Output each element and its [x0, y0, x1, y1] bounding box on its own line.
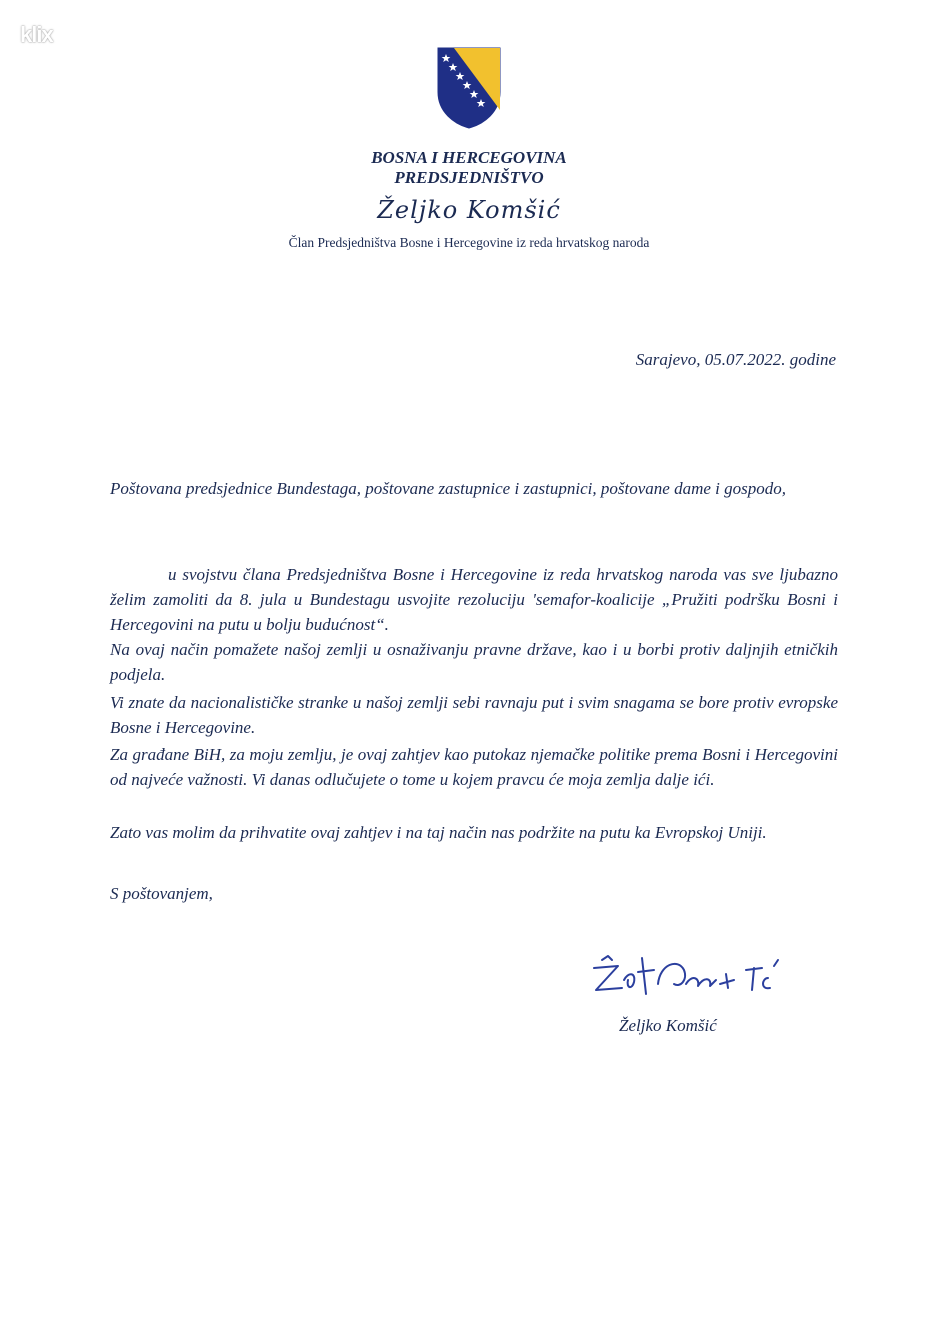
paragraph: u svojstvu člana Predsjedništva Bosne i Hercegovine iz reda hrvatskog naroda vas sve ljubazno želim zamoliti da 8. jula u Bundestagu usvojite rezoluciju 'semafor-koalicije „Pružiti podršku Bosni i Hercegovini na putu u bolju budućnost“. — [110, 565, 838, 634]
salutation: Poštovana predsjednice Bundestaga, poštovane zastupnice i zastupnici, poštovane dame i gospodo, — [110, 479, 786, 498]
member-title: Član Predsjedništva Bosne i Hercegovine iz reda hrvatskog naroda — [288, 235, 650, 250]
paragraph: Vi znate da nacionalističke stranke u našoj zemlji sebi ravnaju put i svim snagama se bore protiv evropske Bosne i Hercegovine. — [110, 693, 838, 737]
paragraph: Zato vas molim da prihvatite ovaj zahtjev i na taj način nas podržite na putu ka Evropskoj Uniji. — [110, 823, 767, 842]
klix-watermark: klix — [20, 22, 53, 47]
institution-name: PREDSJEDNIŠTVO — [394, 168, 544, 187]
dateline: Sarajevo, 05.07.2022. godine — [635, 350, 836, 369]
coat-of-arms-icon — [436, 46, 502, 130]
paragraph: Na ovaj način pomažete našoj zemlji u osnaživanju pravne države, kao i u borbi protiv daljnjih etničkih podjela. — [110, 640, 838, 684]
member-name-script: Željko Komšić — [377, 196, 561, 224]
handwritten-signature — [588, 950, 798, 1010]
closing: S poštovanjem, — [110, 884, 213, 903]
paragraph: Za građane BiH, za moju zemlju, je ovaj zahtjev kao putokaz njemačke politike prema Bosni i Hercegovini od najveće važnosti. Vi danas odlučujete o tome u kojem pravcu će moja zemlja dalje ići. — [110, 745, 838, 789]
country-name: BOSNA I HERCEGOVINA — [371, 148, 567, 167]
signer-name: Željko Komšić — [619, 1016, 717, 1035]
